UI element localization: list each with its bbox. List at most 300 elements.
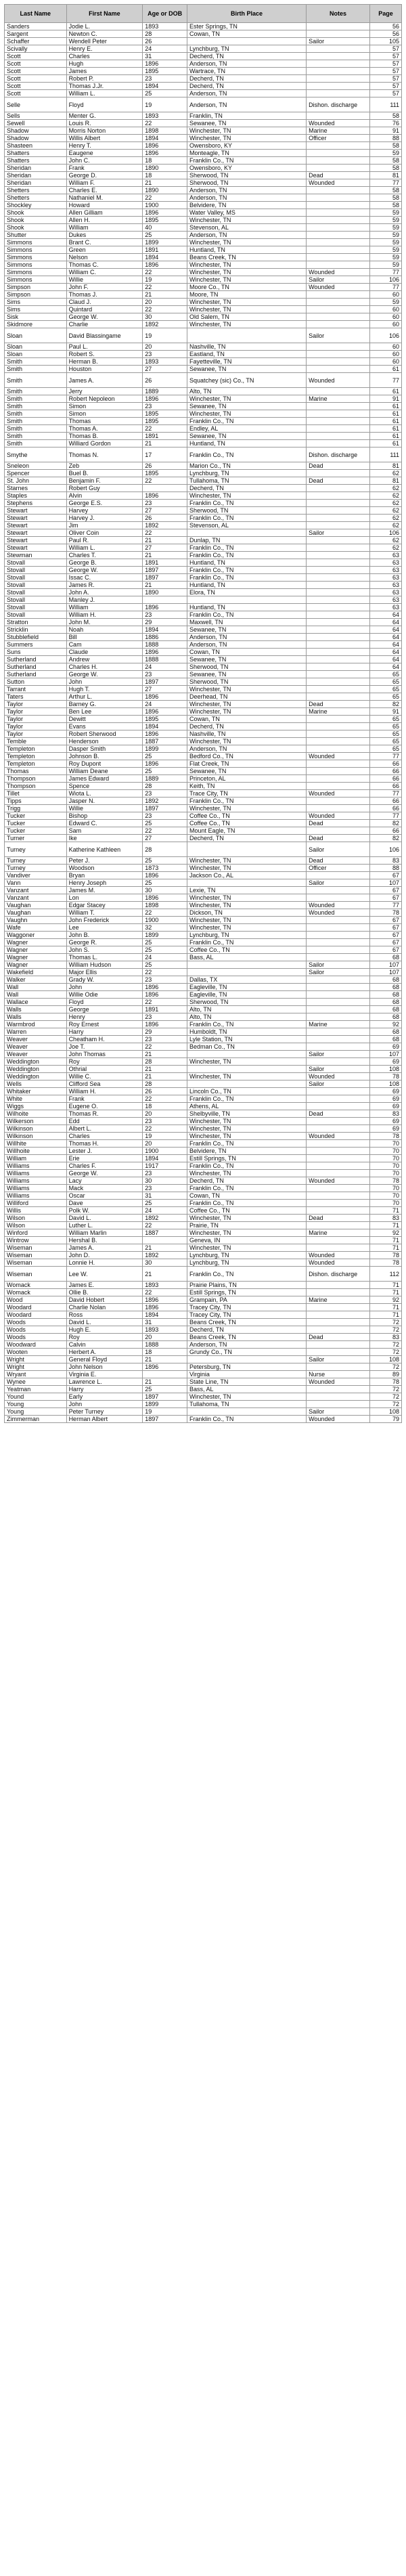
table-row bbox=[5, 760, 402, 768]
table-row bbox=[5, 708, 402, 716]
cell-first-name: James bbox=[66, 68, 143, 75]
cell-age-dob: 19 bbox=[143, 1133, 187, 1140]
cell-last-name: William bbox=[5, 1155, 67, 1162]
cell-last-name: Staples bbox=[5, 492, 67, 500]
cell-last-name: Smith bbox=[5, 358, 67, 366]
cell-page: 68 bbox=[370, 991, 402, 999]
table-row bbox=[5, 634, 402, 641]
cell-age-dob: 1898 bbox=[143, 902, 187, 909]
cell-birth-place: Franklin Co., TN bbox=[187, 544, 307, 552]
cell-birth-place: Cowan, TN bbox=[187, 649, 307, 656]
cell-birth-place: Lincoln Co., TN bbox=[187, 1088, 307, 1095]
cell-notes bbox=[307, 1170, 370, 1177]
cell-last-name: Taylor bbox=[5, 716, 67, 723]
cell-page: 58 bbox=[370, 142, 402, 150]
table-row bbox=[5, 522, 402, 529]
cell-notes bbox=[307, 693, 370, 701]
cell-page: 65 bbox=[370, 738, 402, 745]
cell-birth-place: Winchester, TN bbox=[187, 306, 307, 313]
cell-last-name: Wiseman bbox=[5, 1252, 67, 1259]
cell-last-name: Templeton bbox=[5, 753, 67, 760]
cell-age-dob: 23 bbox=[143, 1170, 187, 1177]
cell-first-name: Manley J. bbox=[66, 596, 143, 604]
cell-first-name: Major Ellis bbox=[66, 969, 143, 976]
cell-last-name: Scott bbox=[5, 60, 67, 68]
cell-page: 61 bbox=[370, 418, 402, 425]
cell-notes: Sailor bbox=[307, 1080, 370, 1088]
cell-last-name: Simmons bbox=[5, 276, 67, 284]
cell-birth-place: Squatchey (sic) Co., TN bbox=[187, 373, 307, 388]
table-row bbox=[5, 604, 402, 611]
cell-notes bbox=[307, 738, 370, 745]
cell-page: 57 bbox=[370, 75, 402, 83]
cell-age-dob: 19 bbox=[143, 97, 187, 112]
cell-notes bbox=[307, 1103, 370, 1110]
cell-notes bbox=[307, 582, 370, 589]
cell-page: 71 bbox=[370, 1282, 402, 1289]
cell-first-name: Hugh T. bbox=[66, 686, 143, 693]
cell-last-name: Scivally bbox=[5, 45, 67, 53]
cell-last-name: Smith bbox=[5, 433, 67, 440]
cell-last-name: Sheridan bbox=[5, 165, 67, 172]
cell-notes bbox=[307, 589, 370, 596]
cell-page: 71 bbox=[370, 1244, 402, 1252]
table-row bbox=[5, 425, 402, 433]
cell-birth-place: Alto, TN bbox=[187, 388, 307, 395]
cell-age-dob: 1899 bbox=[143, 932, 187, 939]
cell-notes bbox=[307, 30, 370, 38]
cell-page: 69 bbox=[370, 1118, 402, 1125]
table-row bbox=[5, 209, 402, 217]
cell-page: 63 bbox=[370, 596, 402, 604]
cell-page: 59 bbox=[370, 209, 402, 217]
cell-notes: Sailor bbox=[307, 879, 370, 887]
cell-first-name: Andrew bbox=[66, 656, 143, 663]
table-row bbox=[5, 1118, 402, 1125]
cell-first-name: Morris Norton bbox=[66, 127, 143, 135]
table-row bbox=[5, 1408, 402, 1416]
cell-notes bbox=[307, 537, 370, 544]
cell-last-name: Stewart bbox=[5, 522, 67, 529]
header-age-dob: Age or DOB bbox=[143, 5, 187, 23]
cell-page: 92 bbox=[370, 1021, 402, 1028]
table-row bbox=[5, 246, 402, 254]
cell-age-dob: 1896 bbox=[143, 604, 187, 611]
cell-first-name: Katherine Kathleen bbox=[66, 842, 143, 857]
cell-last-name: Smith bbox=[5, 403, 67, 410]
cell-page: 77 bbox=[370, 753, 402, 760]
cell-page: 71 bbox=[370, 1207, 402, 1215]
cell-last-name: Wilkinson bbox=[5, 1125, 67, 1133]
cell-first-name: Roy Dupont bbox=[66, 760, 143, 768]
cell-birth-place: Winchester, TN bbox=[187, 894, 307, 902]
cell-first-name: Thomas A. bbox=[66, 425, 143, 433]
cell-first-name: William H. bbox=[66, 1088, 143, 1095]
cell-age-dob: 1896 bbox=[143, 492, 187, 500]
cell-page: 61 bbox=[370, 410, 402, 418]
cell-age-dob: 23 bbox=[143, 351, 187, 358]
cell-first-name: John B. bbox=[66, 932, 143, 939]
cell-notes: Marine bbox=[307, 127, 370, 135]
cell-birth-place: Monteagle, TN bbox=[187, 150, 307, 157]
cell-age-dob: 1894 bbox=[143, 626, 187, 634]
table-row bbox=[5, 1028, 402, 1036]
table-row bbox=[5, 969, 402, 976]
cell-page: 78 bbox=[370, 1252, 402, 1259]
cell-age-dob: 1890 bbox=[143, 589, 187, 596]
cell-page: 63 bbox=[370, 604, 402, 611]
cell-birth-place: Anderson, TN bbox=[187, 232, 307, 239]
cell-page: 61 bbox=[370, 425, 402, 433]
cell-notes bbox=[307, 939, 370, 946]
cell-birth-place bbox=[187, 529, 307, 537]
cell-first-name: Alvin bbox=[66, 492, 143, 500]
cell-page: 106 bbox=[370, 842, 402, 857]
cell-first-name: Spence bbox=[66, 783, 143, 790]
table-row bbox=[5, 730, 402, 738]
cell-age-dob: 21 bbox=[143, 1267, 187, 1282]
cell-page: 64 bbox=[370, 649, 402, 656]
cell-first-name: Mack bbox=[66, 1185, 143, 1192]
cell-page: 107 bbox=[370, 961, 402, 969]
table-row bbox=[5, 403, 402, 410]
cell-page: 57 bbox=[370, 53, 402, 60]
cell-notes bbox=[307, 723, 370, 730]
cell-age-dob: 1896 bbox=[143, 395, 187, 403]
cell-last-name: Tarrant bbox=[5, 686, 67, 693]
cell-first-name: Herman Albert bbox=[66, 1416, 143, 1423]
cell-notes: Marine bbox=[307, 708, 370, 716]
cell-last-name: Wright bbox=[5, 1356, 67, 1363]
table-row bbox=[5, 261, 402, 269]
table-row bbox=[5, 194, 402, 202]
cell-notes bbox=[307, 112, 370, 120]
cell-notes bbox=[307, 678, 370, 686]
cell-notes bbox=[307, 1289, 370, 1296]
cell-birth-place: Decherd, TN bbox=[187, 75, 307, 83]
cell-age-dob: 24 bbox=[143, 1207, 187, 1215]
cell-page: 57 bbox=[370, 60, 402, 68]
cell-birth-place: Keith, TN bbox=[187, 783, 307, 790]
cell-first-name: John C. bbox=[66, 157, 143, 165]
cell-notes bbox=[307, 388, 370, 395]
table-row bbox=[5, 1267, 402, 1282]
cell-birth-place: Franklin Co., TN bbox=[187, 939, 307, 946]
cell-age-dob: 29 bbox=[143, 619, 187, 626]
cell-first-name: Claud J. bbox=[66, 299, 143, 306]
cell-birth-place: Sherwood, TN bbox=[187, 179, 307, 187]
cell-last-name: Sims bbox=[5, 306, 67, 313]
cell-first-name: Willie bbox=[66, 276, 143, 284]
cell-birth-place: Huntland, TN bbox=[187, 604, 307, 611]
cell-page: 66 bbox=[370, 827, 402, 835]
cell-birth-place: Cowan, TN bbox=[187, 1192, 307, 1200]
cell-age-dob: 1892 bbox=[143, 321, 187, 328]
cell-page: 70 bbox=[370, 1140, 402, 1148]
cell-age-dob: 26 bbox=[143, 462, 187, 470]
cell-birth-place: Prairie, TN bbox=[187, 1222, 307, 1229]
cell-last-name: Wilson bbox=[5, 1215, 67, 1222]
cell-last-name: St. John bbox=[5, 477, 67, 485]
cell-birth-place: Wartrace, TN bbox=[187, 68, 307, 75]
cell-birth-place: Sherwood, TN bbox=[187, 172, 307, 179]
cell-age-dob: 31 bbox=[143, 53, 187, 60]
cell-first-name: Eugene O. bbox=[66, 1103, 143, 1110]
table-row bbox=[5, 1378, 402, 1386]
cell-first-name: John D. bbox=[66, 1252, 143, 1259]
table-row bbox=[5, 83, 402, 90]
cell-notes bbox=[307, 1282, 370, 1289]
cell-first-name: Henry E. bbox=[66, 45, 143, 53]
cell-age-dob: 21 bbox=[143, 1066, 187, 1073]
cell-first-name: Allen H. bbox=[66, 217, 143, 224]
cell-birth-place: Shelbyville, TN bbox=[187, 1110, 307, 1118]
cell-page: 61 bbox=[370, 366, 402, 373]
cell-notes: Wounded bbox=[307, 179, 370, 187]
cell-age-dob: 24 bbox=[143, 954, 187, 961]
cell-last-name: Tillet bbox=[5, 790, 67, 798]
cell-notes bbox=[307, 1185, 370, 1192]
cell-page: 72 bbox=[370, 1386, 402, 1393]
cell-notes bbox=[307, 798, 370, 805]
cell-notes bbox=[307, 224, 370, 232]
cell-birth-place: Winchester, TN bbox=[187, 805, 307, 812]
cell-birth-place: Winchester, TN bbox=[187, 127, 307, 135]
cell-page: 57 bbox=[370, 83, 402, 90]
header-notes: Notes bbox=[307, 5, 370, 23]
cell-last-name: Summers bbox=[5, 641, 67, 649]
cell-last-name: Sewell bbox=[5, 120, 67, 127]
table-row bbox=[5, 1110, 402, 1118]
cell-notes bbox=[307, 522, 370, 529]
cell-birth-place: Sewanee, TN bbox=[187, 403, 307, 410]
cell-first-name: Noah bbox=[66, 626, 143, 634]
cell-notes bbox=[307, 1304, 370, 1311]
table-row bbox=[5, 313, 402, 321]
cell-first-name: John F. bbox=[66, 284, 143, 291]
cell-birth-place: Dickson, TN bbox=[187, 909, 307, 917]
cell-notes bbox=[307, 75, 370, 83]
cell-first-name: Cheatham H. bbox=[66, 1036, 143, 1043]
cell-first-name: Harry bbox=[66, 1386, 143, 1393]
cell-first-name: Robert S. bbox=[66, 351, 143, 358]
cell-notes bbox=[307, 887, 370, 894]
cell-first-name: William L. bbox=[66, 544, 143, 552]
cell-first-name: Lawrence L. bbox=[66, 1378, 143, 1386]
cell-page: 65 bbox=[370, 745, 402, 753]
cell-notes: Wounded bbox=[307, 1177, 370, 1185]
cell-notes bbox=[307, 954, 370, 961]
cell-first-name: John Thomas bbox=[66, 1051, 143, 1058]
cell-first-name: Dasper Smith bbox=[66, 745, 143, 753]
cell-birth-place: Virginia bbox=[187, 1371, 307, 1378]
cell-last-name: Sneleon bbox=[5, 462, 67, 470]
cell-first-name: Eaugene bbox=[66, 150, 143, 157]
cell-age-dob: 1896 bbox=[143, 1304, 187, 1311]
cell-first-name: William F. bbox=[66, 179, 143, 187]
cell-last-name: Weddington bbox=[5, 1058, 67, 1066]
cell-birth-place: Winchester, TN bbox=[187, 865, 307, 872]
cell-birth-place: Winchester, TN bbox=[187, 492, 307, 500]
cell-last-name: Stovall bbox=[5, 582, 67, 589]
cell-last-name: Shadow bbox=[5, 127, 67, 135]
cell-page: 88 bbox=[370, 135, 402, 142]
cell-age-dob: 29 bbox=[143, 1028, 187, 1036]
cell-last-name: Stewart bbox=[5, 515, 67, 522]
cell-page: 64 bbox=[370, 663, 402, 671]
cell-age-dob: 27 bbox=[143, 366, 187, 373]
cell-last-name: Williams bbox=[5, 1185, 67, 1192]
cell-notes bbox=[307, 1043, 370, 1051]
cell-last-name: Schaffer bbox=[5, 38, 67, 45]
cell-first-name: Willie Odie bbox=[66, 991, 143, 999]
cell-first-name: Peter Turney bbox=[66, 1408, 143, 1416]
cell-first-name: Henderson bbox=[66, 738, 143, 745]
cell-page: 71 bbox=[370, 1237, 402, 1244]
cell-age-dob: 26 bbox=[143, 373, 187, 388]
cell-notes bbox=[307, 768, 370, 775]
cell-birth-place bbox=[187, 1080, 307, 1088]
cell-page: 83 bbox=[370, 857, 402, 865]
cell-notes bbox=[307, 894, 370, 902]
cell-age-dob: 22 bbox=[143, 1043, 187, 1051]
cell-age-dob: 1896 bbox=[143, 708, 187, 716]
cell-first-name: Jodie L. bbox=[66, 23, 143, 30]
table-row bbox=[5, 559, 402, 567]
cell-last-name: Wafe bbox=[5, 924, 67, 932]
cell-page: 62 bbox=[370, 515, 402, 522]
cell-first-name: Thomas B. bbox=[66, 433, 143, 440]
table-row bbox=[5, 1103, 402, 1110]
cell-age-dob: 23 bbox=[143, 1185, 187, 1192]
cell-age-dob: 1896 bbox=[143, 150, 187, 157]
cell-notes: Wounded bbox=[307, 1259, 370, 1267]
cell-birth-place: Bass, AL bbox=[187, 1386, 307, 1393]
cell-first-name: Green bbox=[66, 246, 143, 254]
cell-age-dob: 32 bbox=[143, 924, 187, 932]
cell-age-dob: 25 bbox=[143, 1386, 187, 1393]
cell-notes: Dishon. discharge bbox=[307, 97, 370, 112]
cell-last-name: Zimmerman bbox=[5, 1416, 67, 1423]
cell-first-name: Paul L. bbox=[66, 343, 143, 351]
cell-page: 72 bbox=[370, 1393, 402, 1401]
cell-page: 60 bbox=[370, 313, 402, 321]
cell-first-name: James Edward bbox=[66, 775, 143, 783]
table-row bbox=[5, 798, 402, 805]
cell-first-name: Edward C. bbox=[66, 820, 143, 827]
cell-last-name: Shook bbox=[5, 217, 67, 224]
cell-first-name: William bbox=[66, 604, 143, 611]
cell-birth-place: Moore, TN bbox=[187, 291, 307, 299]
cell-last-name: Wilhoite bbox=[5, 1110, 67, 1118]
cell-age-dob: 23 bbox=[143, 500, 187, 507]
cell-first-name: Wendell Peter bbox=[66, 38, 143, 45]
table-row bbox=[5, 291, 402, 299]
cell-notes bbox=[307, 1192, 370, 1200]
cell-birth-place: Franklin Co., TN bbox=[187, 611, 307, 619]
cell-birth-place: Franklin Co., TN bbox=[187, 567, 307, 574]
cell-notes: Sailor bbox=[307, 1408, 370, 1416]
cell-notes bbox=[307, 872, 370, 879]
cell-first-name: David Hobert bbox=[66, 1296, 143, 1304]
cell-last-name: Simmons bbox=[5, 254, 67, 261]
cell-first-name: Charles H. bbox=[66, 663, 143, 671]
cell-page: 60 bbox=[370, 306, 402, 313]
cell-first-name: James M. bbox=[66, 887, 143, 894]
table-row bbox=[5, 306, 402, 313]
table-row bbox=[5, 745, 402, 753]
cell-birth-place: Winchester, TN bbox=[187, 239, 307, 246]
table-row bbox=[5, 589, 402, 596]
cell-notes bbox=[307, 239, 370, 246]
table-row bbox=[5, 596, 402, 604]
cell-age-dob: 28 bbox=[143, 783, 187, 790]
table-row bbox=[5, 343, 402, 351]
cell-age-dob: 21 bbox=[143, 552, 187, 559]
header-page: Page bbox=[370, 5, 402, 23]
cell-first-name: John A. bbox=[66, 589, 143, 596]
cell-notes bbox=[307, 291, 370, 299]
table-row bbox=[5, 954, 402, 961]
cell-age-dob: 18 bbox=[143, 1103, 187, 1110]
cell-notes bbox=[307, 1341, 370, 1349]
cell-first-name: Floyd bbox=[66, 999, 143, 1006]
table-row bbox=[5, 515, 402, 522]
cell-last-name: Weaver bbox=[5, 1043, 67, 1051]
cell-birth-place: Eagleville, TN bbox=[187, 991, 307, 999]
cell-notes bbox=[307, 559, 370, 567]
cell-notes bbox=[307, 1095, 370, 1103]
cell-age-dob: 1900 bbox=[143, 917, 187, 924]
cell-age-dob: 1887 bbox=[143, 738, 187, 745]
cell-age-dob: 1894 bbox=[143, 83, 187, 90]
cell-last-name: Shook bbox=[5, 224, 67, 232]
cell-first-name: George W. bbox=[66, 313, 143, 321]
cell-age-dob: 23 bbox=[143, 75, 187, 83]
cell-last-name: Thompson bbox=[5, 775, 67, 783]
cell-page: 71 bbox=[370, 1289, 402, 1296]
cell-birth-place: Sherwood, TN bbox=[187, 678, 307, 686]
table-row bbox=[5, 172, 402, 179]
cell-last-name: Williams bbox=[5, 1170, 67, 1177]
cell-age-dob: 23 bbox=[143, 790, 187, 798]
cell-page: 64 bbox=[370, 641, 402, 649]
cell-notes bbox=[307, 202, 370, 209]
cell-notes bbox=[307, 1125, 370, 1133]
table-row bbox=[5, 187, 402, 194]
cell-last-name: Smith bbox=[5, 410, 67, 418]
cell-birth-place: Franklin Co., TN bbox=[187, 500, 307, 507]
cell-birth-place: Franklin Co., TN bbox=[187, 552, 307, 559]
cell-first-name: Willie C. bbox=[66, 1073, 143, 1080]
cell-notes bbox=[307, 619, 370, 626]
cell-first-name: Buel B. bbox=[66, 470, 143, 477]
cell-page: 58 bbox=[370, 202, 402, 209]
cell-page: 60 bbox=[370, 351, 402, 358]
cell-notes: Wounded bbox=[307, 753, 370, 760]
cell-notes bbox=[307, 299, 370, 306]
table-row bbox=[5, 388, 402, 395]
cell-page: 69 bbox=[370, 1125, 402, 1133]
cell-notes bbox=[307, 567, 370, 574]
cell-age-dob: 1896 bbox=[143, 209, 187, 217]
cell-last-name: Scott bbox=[5, 75, 67, 83]
cell-age-dob: 24 bbox=[143, 701, 187, 708]
cell-notes bbox=[307, 254, 370, 261]
cell-page: 88 bbox=[370, 865, 402, 872]
cell-birth-place: Lyle Station, TN bbox=[187, 1036, 307, 1043]
cell-notes: Dead bbox=[307, 1215, 370, 1222]
